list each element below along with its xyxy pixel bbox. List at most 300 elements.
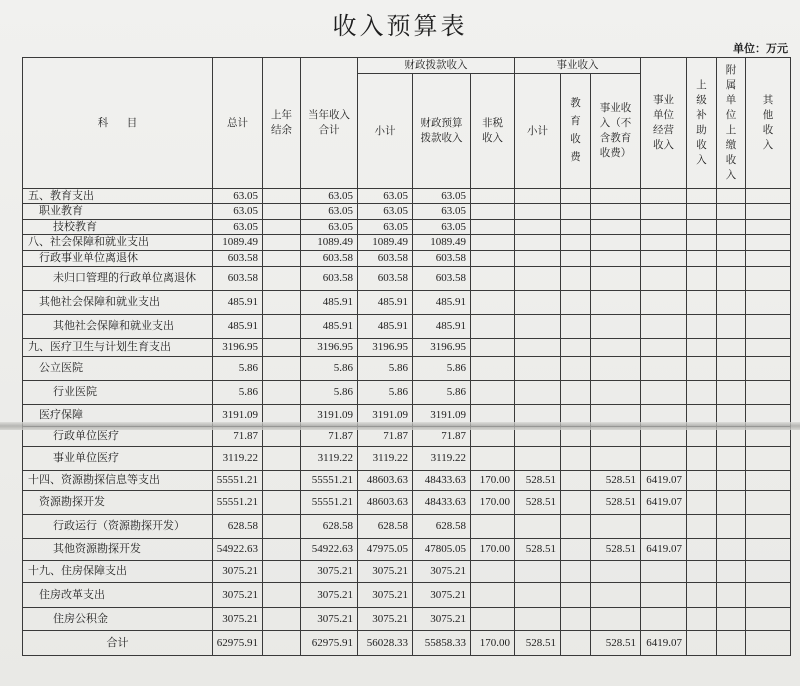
cell-fiscal-budget: 603.58 <box>413 251 471 267</box>
cell-total: 5.86 <box>213 357 263 381</box>
cell-affiliated <box>717 235 746 251</box>
cell-total: 1089.49 <box>213 235 263 251</box>
cell-superior-subsidy <box>687 339 717 357</box>
cell-superior-subsidy <box>687 267 717 291</box>
header-business-group: 事业收入 <box>515 58 641 74</box>
cell-business-subtotal: 528.51 <box>515 471 561 491</box>
table-row <box>23 315 791 339</box>
cell-operating <box>641 220 687 235</box>
cell-business-excl-edu <box>591 339 641 357</box>
cell-total: 603.58 <box>213 267 263 291</box>
cell-other <box>746 267 791 291</box>
cell-fiscal-subtotal: 71.87 <box>358 427 413 447</box>
cell-operating <box>641 405 687 427</box>
cell-business-excl-edu <box>591 561 641 583</box>
document-title: 收入预算表 <box>332 14 468 40</box>
cell-business-subtotal <box>515 447 561 471</box>
cell-edu-fee <box>561 561 591 583</box>
cell-superior-subsidy <box>687 427 717 447</box>
row-subject: 行政运行（资源勘探开发） <box>23 515 213 539</box>
cell-total: 5.86 <box>213 381 263 405</box>
cell-business-excl-edu <box>591 405 641 427</box>
cell-fiscal-budget: 3075.21 <box>413 561 471 583</box>
cell-affiliated <box>717 631 746 656</box>
header-subject-label: 科 目 <box>97 117 138 129</box>
cell-operating <box>641 235 687 251</box>
cell-edu-fee <box>561 583 591 608</box>
cell-business-excl-edu <box>591 315 641 339</box>
cell-operating <box>641 447 687 471</box>
cell-business-excl-edu <box>591 583 641 608</box>
cell-other <box>746 381 791 405</box>
row-subject: 职业教育 <box>23 204 213 220</box>
cell-non-tax <box>471 583 515 608</box>
cell-fiscal-budget: 63.05 <box>413 189 471 204</box>
cell-fiscal-subtotal: 485.91 <box>358 291 413 315</box>
table-row <box>23 471 791 491</box>
row-subject: 其他资源勘探开发 <box>23 539 213 561</box>
cell-operating <box>641 515 687 539</box>
cell-fiscal-subtotal: 5.86 <box>358 381 413 405</box>
header-non-tax <box>471 74 515 189</box>
cell-business-excl-edu <box>591 204 641 220</box>
cell-affiliated <box>717 561 746 583</box>
cell-fiscal-subtotal: 48603.63 <box>358 491 413 515</box>
row-subject: 十四、资源勘探信息等支出 <box>23 471 213 491</box>
cell-affiliated <box>717 220 746 235</box>
cell-current-income: 63.05 <box>301 220 358 235</box>
row-subject: 合计 <box>23 631 213 656</box>
cell-non-tax: 170.00 <box>471 631 515 656</box>
row-subject: 九、医疗卫生与计划生育支出 <box>23 339 213 357</box>
cell-affiliated <box>717 381 746 405</box>
cell-prev-balance <box>263 539 301 561</box>
row-subject: 公立医院 <box>23 357 213 381</box>
cell-current-income: 5.86 <box>301 357 358 381</box>
cell-fiscal-subtotal: 5.86 <box>358 357 413 381</box>
cell-superior-subsidy <box>687 447 717 471</box>
cell-operating <box>641 204 687 220</box>
cell-prev-balance <box>263 405 301 427</box>
cell-fiscal-subtotal: 63.05 <box>358 204 413 220</box>
header-superior-subsidy-label: 上级补助收入 <box>696 80 707 166</box>
header-other-label: 其他收入 <box>762 95 774 151</box>
cell-fiscal-budget: 3119.22 <box>413 447 471 471</box>
total-row <box>23 631 791 656</box>
cell-business-excl-edu: 528.51 <box>591 471 641 491</box>
cell-non-tax <box>471 204 515 220</box>
cell-non-tax <box>471 235 515 251</box>
cell-fiscal-subtotal: 3191.09 <box>358 405 413 427</box>
table-row <box>23 608 791 631</box>
cell-operating <box>641 251 687 267</box>
header-affiliated-label: 附属单位上缴收入 <box>725 65 737 181</box>
row-subject: 十九、住房保障支出 <box>23 561 213 583</box>
cell-other <box>746 608 791 631</box>
cell-business-subtotal <box>515 427 561 447</box>
cell-affiliated <box>717 447 746 471</box>
cell-total: 71.87 <box>213 427 263 447</box>
cell-business-excl-edu <box>591 189 641 204</box>
cell-operating <box>641 357 687 381</box>
cell-current-income: 3075.21 <box>301 608 358 631</box>
header-current-income <box>301 58 358 189</box>
cell-fiscal-subtotal: 485.91 <box>358 315 413 339</box>
cell-fiscal-subtotal: 56028.33 <box>358 631 413 656</box>
cell-fiscal-subtotal: 3119.22 <box>358 447 413 471</box>
cell-business-subtotal <box>515 339 561 357</box>
cell-total: 485.91 <box>213 315 263 339</box>
cell-current-income: 3075.21 <box>301 561 358 583</box>
cell-current-income: 71.87 <box>301 427 358 447</box>
row-subject: 事业单位医疗 <box>23 447 213 471</box>
cell-non-tax <box>471 220 515 235</box>
cell-edu-fee <box>561 539 591 561</box>
cell-superior-subsidy <box>687 204 717 220</box>
cell-affiliated <box>717 583 746 608</box>
cell-edu-fee <box>561 251 591 267</box>
cell-fiscal-budget: 47805.05 <box>413 539 471 561</box>
cell-superior-subsidy <box>687 357 717 381</box>
cell-superior-subsidy <box>687 561 717 583</box>
cell-business-excl-edu <box>591 427 641 447</box>
cell-current-income: 54922.63 <box>301 539 358 561</box>
cell-superior-subsidy <box>687 405 717 427</box>
cell-total: 3196.95 <box>213 339 263 357</box>
cell-operating <box>641 291 687 315</box>
cell-operating <box>641 427 687 447</box>
table-row <box>23 583 791 608</box>
header-operating-label: 事业单位经营收入 <box>653 95 675 151</box>
cell-operating <box>641 339 687 357</box>
cell-current-income: 485.91 <box>301 315 358 339</box>
cell-prev-balance <box>263 251 301 267</box>
cell-operating <box>641 189 687 204</box>
header-non-tax-label: 非税收入 <box>482 118 503 144</box>
header-operating <box>641 58 687 189</box>
cell-prev-balance <box>263 583 301 608</box>
row-subject: 八、社会保障和就业支出 <box>23 235 213 251</box>
cell-edu-fee <box>561 235 591 251</box>
cell-affiliated <box>717 608 746 631</box>
header-row-groups <box>23 58 791 74</box>
cell-current-income: 55551.21 <box>301 471 358 491</box>
cell-current-income: 3075.21 <box>301 583 358 608</box>
cell-edu-fee <box>561 491 591 515</box>
cell-current-income: 62975.91 <box>301 631 358 656</box>
cell-other <box>746 251 791 267</box>
cell-business-subtotal <box>515 583 561 608</box>
cell-total: 603.58 <box>213 251 263 267</box>
cell-business-excl-edu <box>591 291 641 315</box>
cell-business-subtotal <box>515 204 561 220</box>
cell-fiscal-subtotal: 603.58 <box>358 251 413 267</box>
cell-other <box>746 539 791 561</box>
cell-business-excl-edu: 528.51 <box>591 491 641 515</box>
row-subject: 其他社会保障和就业支出 <box>23 291 213 315</box>
table-header <box>23 58 791 189</box>
cell-prev-balance <box>263 515 301 539</box>
cell-current-income: 5.86 <box>301 381 358 405</box>
header-fiscal-budget <box>413 74 471 189</box>
cell-non-tax <box>471 427 515 447</box>
header-fiscal-group: 财政拨款收入 <box>358 58 515 74</box>
cell-fiscal-subtotal: 603.58 <box>358 267 413 291</box>
cell-business-excl-edu <box>591 251 641 267</box>
cell-prev-balance <box>263 561 301 583</box>
table-row <box>23 447 791 471</box>
cell-total: 3075.21 <box>213 583 263 608</box>
cell-superior-subsidy <box>687 220 717 235</box>
cell-fiscal-budget: 628.58 <box>413 515 471 539</box>
cell-fiscal-budget: 485.91 <box>413 291 471 315</box>
cell-fiscal-subtotal: 3075.21 <box>358 561 413 583</box>
cell-business-subtotal <box>515 405 561 427</box>
cell-total: 3119.22 <box>213 447 263 471</box>
table-row <box>23 235 791 251</box>
cell-fiscal-subtotal: 48603.63 <box>358 471 413 491</box>
row-subject: 行政事业单位离退休 <box>23 251 213 267</box>
cell-operating <box>641 267 687 291</box>
header-business-subtotal: 小计 <box>515 74 561 189</box>
cell-prev-balance <box>263 631 301 656</box>
unit-label: 单位：万元 <box>733 43 788 55</box>
cell-business-excl-edu <box>591 381 641 405</box>
cell-affiliated <box>717 204 746 220</box>
cell-edu-fee <box>561 315 591 339</box>
cell-current-income: 1089.49 <box>301 235 358 251</box>
table-row <box>23 339 791 357</box>
cell-operating: 6419.07 <box>641 491 687 515</box>
cell-fiscal-budget: 5.86 <box>413 381 471 405</box>
cell-other <box>746 561 791 583</box>
cell-fiscal-subtotal: 63.05 <box>358 189 413 204</box>
cell-operating <box>641 608 687 631</box>
header-current-income-label: 当年收入合计 <box>308 110 350 136</box>
cell-operating <box>641 583 687 608</box>
table-row <box>23 220 791 235</box>
cell-affiliated <box>717 405 746 427</box>
cell-operating: 6419.07 <box>641 631 687 656</box>
cell-fiscal-budget: 1089.49 <box>413 235 471 251</box>
cell-fiscal-budget: 55858.33 <box>413 631 471 656</box>
cell-superior-subsidy <box>687 381 717 405</box>
row-subject: 其他社会保障和就业支出 <box>23 315 213 339</box>
cell-non-tax <box>471 357 515 381</box>
cell-edu-fee <box>561 447 591 471</box>
cell-business-subtotal <box>515 251 561 267</box>
cell-other <box>746 339 791 357</box>
cell-non-tax <box>471 561 515 583</box>
income-budget-table <box>22 57 791 656</box>
cell-non-tax <box>471 189 515 204</box>
cell-affiliated <box>717 189 746 204</box>
header-affiliated <box>717 58 746 189</box>
cell-total: 3191.09 <box>213 405 263 427</box>
cell-non-tax <box>471 447 515 471</box>
row-subject: 住房公积金 <box>23 608 213 631</box>
row-subject: 五、教育支出 <box>23 189 213 204</box>
table-row <box>23 251 791 267</box>
cell-prev-balance <box>263 608 301 631</box>
cell-prev-balance <box>263 189 301 204</box>
cell-other <box>746 291 791 315</box>
table-row <box>23 405 791 427</box>
cell-superior-subsidy <box>687 539 717 561</box>
cell-affiliated <box>717 515 746 539</box>
cell-current-income: 55551.21 <box>301 491 358 515</box>
cell-current-income: 63.05 <box>301 204 358 220</box>
row-subject: 行业医院 <box>23 381 213 405</box>
cell-fiscal-subtotal: 3075.21 <box>358 583 413 608</box>
cell-other <box>746 583 791 608</box>
cell-edu-fee <box>561 189 591 204</box>
cell-other <box>746 471 791 491</box>
cell-superior-subsidy <box>687 583 717 608</box>
cell-other <box>746 204 791 220</box>
cell-fiscal-budget: 48433.63 <box>413 491 471 515</box>
cell-current-income: 3196.95 <box>301 339 358 357</box>
cell-non-tax <box>471 608 515 631</box>
cell-current-income: 485.91 <box>301 291 358 315</box>
cell-other <box>746 315 791 339</box>
row-subject: 医疗保障 <box>23 405 213 427</box>
cell-current-income: 628.58 <box>301 515 358 539</box>
table-row <box>23 561 791 583</box>
cell-other <box>746 235 791 251</box>
header-prev-balance-label: 上年结余 <box>270 110 292 136</box>
cell-edu-fee <box>561 608 591 631</box>
cell-prev-balance <box>263 204 301 220</box>
cell-total: 55551.21 <box>213 491 263 515</box>
cell-fiscal-budget: 48433.63 <box>413 471 471 491</box>
cell-prev-balance <box>263 491 301 515</box>
header-edu-fee <box>561 74 591 189</box>
cell-fiscal-budget: 71.87 <box>413 427 471 447</box>
cell-prev-balance <box>263 220 301 235</box>
cell-other <box>746 631 791 656</box>
table-row <box>23 267 791 291</box>
row-subject: 资源勘探开发 <box>23 491 213 515</box>
cell-fiscal-budget: 5.86 <box>413 357 471 381</box>
table-row <box>23 291 791 315</box>
cell-prev-balance <box>263 235 301 251</box>
cell-current-income: 3119.22 <box>301 447 358 471</box>
cell-superior-subsidy <box>687 291 717 315</box>
header-edu-fee-label: 教育收费 <box>570 98 581 163</box>
cell-current-income: 63.05 <box>301 189 358 204</box>
table-row <box>23 357 791 381</box>
cell-business-subtotal <box>515 515 561 539</box>
cell-edu-fee <box>561 267 591 291</box>
cell-business-subtotal: 528.51 <box>515 539 561 561</box>
table-row <box>23 491 791 515</box>
cell-operating <box>641 561 687 583</box>
header-business-excl-edu-label: 事业收入（不含教育收费） <box>599 103 632 159</box>
table-row <box>23 381 791 405</box>
cell-edu-fee <box>561 357 591 381</box>
cell-affiliated <box>717 251 746 267</box>
cell-prev-balance <box>263 357 301 381</box>
cell-current-income: 3191.09 <box>301 405 358 427</box>
cell-non-tax <box>471 339 515 357</box>
cell-total: 485.91 <box>213 291 263 315</box>
cell-superior-subsidy <box>687 315 717 339</box>
cell-business-subtotal <box>515 220 561 235</box>
cell-non-tax <box>471 291 515 315</box>
cell-prev-balance <box>263 427 301 447</box>
cell-fiscal-subtotal: 47975.05 <box>358 539 413 561</box>
cell-prev-balance <box>263 447 301 471</box>
cell-affiliated <box>717 539 746 561</box>
cell-total: 63.05 <box>213 220 263 235</box>
cell-business-excl-edu <box>591 608 641 631</box>
cell-superior-subsidy <box>687 189 717 204</box>
cell-business-excl-edu <box>591 447 641 471</box>
cell-fiscal-budget: 3075.21 <box>413 583 471 608</box>
cell-fiscal-subtotal: 1089.49 <box>358 235 413 251</box>
cell-business-excl-edu <box>591 267 641 291</box>
cell-edu-fee <box>561 631 591 656</box>
cell-total: 63.05 <box>213 204 263 220</box>
cell-fiscal-subtotal: 63.05 <box>358 220 413 235</box>
cell-fiscal-budget: 3191.09 <box>413 405 471 427</box>
cell-business-excl-edu <box>591 235 641 251</box>
cell-non-tax <box>471 315 515 339</box>
table-row <box>23 539 791 561</box>
cell-other <box>746 491 791 515</box>
cell-fiscal-subtotal: 628.58 <box>358 515 413 539</box>
cell-total: 63.05 <box>213 189 263 204</box>
cell-edu-fee <box>561 204 591 220</box>
cell-other <box>746 515 791 539</box>
cell-edu-fee <box>561 381 591 405</box>
table-row <box>23 427 791 447</box>
cell-operating <box>641 315 687 339</box>
cell-total: 54922.63 <box>213 539 263 561</box>
cell-business-subtotal <box>515 608 561 631</box>
cell-fiscal-budget: 63.05 <box>413 220 471 235</box>
cell-business-excl-edu: 528.51 <box>591 539 641 561</box>
cell-business-subtotal <box>515 315 561 339</box>
cell-edu-fee <box>561 515 591 539</box>
cell-business-subtotal: 528.51 <box>515 631 561 656</box>
cell-other <box>746 357 791 381</box>
cell-affiliated <box>717 427 746 447</box>
cell-business-subtotal <box>515 189 561 204</box>
cell-prev-balance <box>263 471 301 491</box>
cell-total: 3075.21 <box>213 608 263 631</box>
header-business-excl-edu <box>591 74 641 189</box>
cell-prev-balance <box>263 339 301 357</box>
cell-business-subtotal <box>515 561 561 583</box>
header-other <box>746 58 791 189</box>
cell-fiscal-budget: 63.05 <box>413 204 471 220</box>
table-row <box>23 189 791 204</box>
cell-superior-subsidy <box>687 515 717 539</box>
cell-affiliated <box>717 315 746 339</box>
header-fiscal-budget-label: 财政预算拨款收入 <box>420 118 463 144</box>
row-subject: 行政单位医疗 <box>23 427 213 447</box>
cell-prev-balance <box>263 267 301 291</box>
cell-affiliated <box>717 491 746 515</box>
cell-fiscal-budget: 3075.21 <box>413 608 471 631</box>
table-row <box>23 204 791 220</box>
cell-prev-balance <box>263 381 301 405</box>
cell-non-tax <box>471 405 515 427</box>
cell-business-subtotal <box>515 357 561 381</box>
cell-other <box>746 220 791 235</box>
